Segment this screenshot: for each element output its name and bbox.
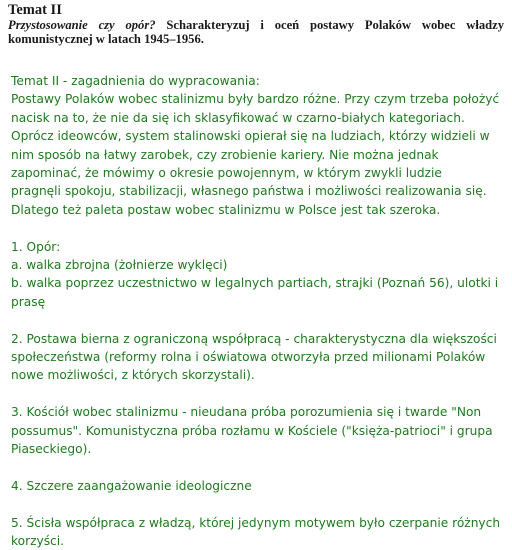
intro-heading: Temat II - zagadnienia do wypracowania: bbox=[11, 74, 260, 88]
paragraph-gap bbox=[11, 385, 511, 403]
item-3-line: Piaseckiego). bbox=[11, 442, 92, 457]
assignment-header bbox=[8, 2, 504, 46]
answer-content bbox=[11, 72, 511, 550]
item-2-line: 2. Postawa bierna z ograniczoną współpracą - charakterystyczna dla większości bbox=[11, 331, 497, 346]
item-3-line: 3. Kościół wobec stalinizmu - nieudana próba porozumienia się i twarde "Non bbox=[11, 405, 482, 420]
intro-line: nim sposób na łatwy zarobek, czy zrobienie kariery. Nie można jednak bbox=[11, 147, 439, 162]
item-1-line: a. walka zbrojna (żołnierze wyklęci) bbox=[11, 258, 228, 273]
item-2-line: społeczeństwa (reformy rolna i oświatowa otworzyła przed milionami Polaków bbox=[11, 350, 486, 365]
item-4-line: 4. Szczere zaangażowanie ideologiczne bbox=[11, 478, 252, 493]
intro-line: Oprócz ideowców, system stalinowski opierał się na ludziach, którzy widzieli w bbox=[11, 129, 490, 144]
item-5-line: 5. Ścisła współpraca z władzą, której jedynym motywem było czerpanie różnych bbox=[11, 515, 501, 530]
item-1-line: prasę bbox=[11, 294, 46, 309]
intro-line: Dlatego też paleta postaw wobec stalinizmu w Polsce jest tak szeroka. bbox=[11, 202, 441, 217]
paragraph-gap bbox=[11, 495, 511, 513]
intro-line: pragnęli spokoju, stabilizacji, własnego państwa i możliwości realizowania się. bbox=[11, 184, 487, 199]
assignment-question: Przystosowanie czy opór? bbox=[8, 18, 156, 32]
assignment-prompt bbox=[8, 19, 504, 46]
paragraph-gap bbox=[11, 458, 511, 476]
intro-line: Postawy Polaków wobec stalinizmu były bardzo różne. Przy czym trzeba położyć bbox=[11, 92, 500, 107]
paragraph-gap bbox=[11, 311, 511, 329]
topic-title: Temat II bbox=[8, 2, 62, 18]
assignment-task: Scharakteryzuj i oceń postawy Polaków wobec władzy komunistycznej w latach 1945–1956. bbox=[8, 18, 505, 46]
item-3-line: possumus". Komunistyczna próba rozłamu w Kościele ("księża-patrioci" i grupa bbox=[11, 423, 493, 438]
item-1-line: b. walka poprzez uczestnictwo w legalnych partiach, strajki (Poznań 56), ulotki i bbox=[11, 276, 499, 291]
item-5-line: korzyści. bbox=[11, 534, 65, 549]
intro-line: nacisk na to, że nie da się ich sklasyfikować w czarno-białych kategoriach. bbox=[11, 110, 465, 125]
intro-line: zapominać, że mówimy o okresie powojennym, w którym zwykli ludzie bbox=[11, 166, 442, 181]
item-1-line: 1. Opór: bbox=[11, 239, 61, 254]
item-2-line: nowe możliwości, z których skorzystali). bbox=[11, 368, 255, 383]
paragraph-gap bbox=[11, 219, 511, 237]
